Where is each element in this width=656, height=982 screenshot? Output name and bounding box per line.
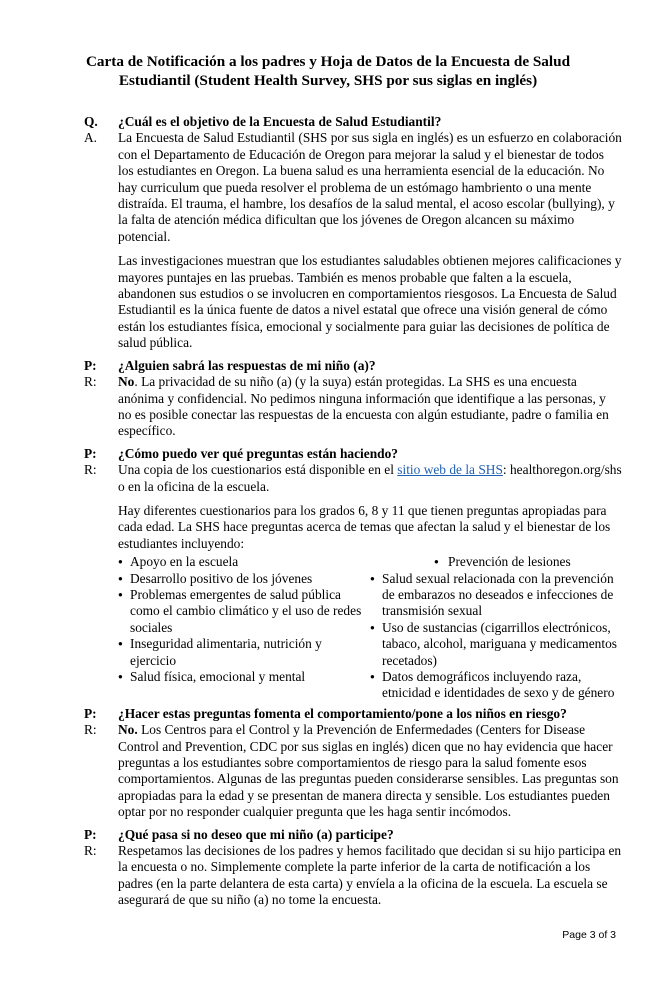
answer-lead: No. — [118, 722, 138, 738]
answer-text: Una copia de los cuestionarios está disponible en el — [118, 462, 398, 478]
answer-row — [84, 722, 622, 820]
list-item: ● Uso de sustancias (cigarrillos electrónicos, tabaco, alcohol, mariguana y medicamentos recetados) — [370, 620, 622, 669]
answer-paragraph: La Encuesta de Salud Estudiantil (SHS por sus sigla en inglés) es un esfuerzo en colaboración con el Departamento de Educación de Oregon para mejorar la salud y el bienestar de todos los estudiantes en Oregon. La buena salud es una herramienta esencial de la educación. No hay curriculum que pueda resolver el problema de un estómago hambriento o una mente distraída. El trauma, el hambre, los desafíos de la salud mental, el acoso escolar (bullying), y la falta de atención médica dificultan que los jóvenes de Oregon alcancen su máximo potencial. — [118, 130, 622, 244]
list-item: ● Prevención de lesiones — [370, 554, 622, 570]
question-text: ¿Cómo puedo ver qué preguntas están haciendo? — [118, 445, 398, 461]
answer-text: : healthoregon.org/shs o en la oficina de la escuela. — [118, 462, 622, 494]
a-label: R: — [84, 462, 97, 478]
question-row — [84, 358, 622, 374]
answer-row — [84, 130, 622, 351]
question-row — [84, 446, 622, 462]
list-item: ● Datos demográficos incluyendo raza, etnicidad e identidades de sexo y de género — [370, 669, 622, 702]
topics-left — [118, 554, 370, 702]
answer-row — [84, 462, 622, 706]
question-row — [84, 827, 622, 843]
topics-right — [370, 554, 622, 702]
answer-text: Los Centros para el Control y la Prevención de Enfermedades (Centers for Disease Control and Prevention, CDC por sus siglas en inglés) dicen que no hay evidencia que hacer preguntas a los estudiantes sobre comportamientos de riesgo para la salud fomente esos comportamientos. Algunas de las preguntas pueden considerarse sensibles. Las preguntas son apropiadas para la edad y se presentan de manera directa y sensible. Los estudiantes pueden optar por no responder cualquier pregunta que les haga sentir incómodos. — [118, 722, 619, 820]
a-label: A. — [84, 130, 98, 146]
page-number: Page 3 of 3 — [562, 928, 616, 941]
q-label: P: — [84, 826, 97, 842]
answer-paragraph: Hay diferentes cuestionarios para los grados 6, 8 y 11 que tienen preguntas apropiadas para cada edad. La SHS hace preguntas acerca de temas que afectan la salud y el bienestar de los estudiantes incluyendo: — [118, 502, 611, 551]
a-label: R: — [84, 843, 97, 859]
topics-list — [118, 554, 622, 702]
answer-text: . La privacidad de su niño (a) (y la suya) están protegidas. La SHS es una encuesta anónima y confidencial. No pedimos ninguna información que identifique a las personas, y no es posible conectar las respuestas de la encuesta con algún estudiante, padre o familia en específico. — [118, 374, 609, 439]
q-label: P: — [84, 445, 97, 461]
list-item: ● Apoyo en la escuela — [118, 554, 370, 570]
q-label: P: — [84, 357, 97, 373]
list-item: ● Problemas emergentes de salud pública como el cambio climático y el uso de redes sociales — [118, 587, 370, 636]
answer-lead: No — [118, 374, 135, 390]
list-item: ● Inseguridad alimentaria, nutrición y ejercicio — [118, 636, 370, 669]
question-text: ¿Qué pasa si no deseo que mi niño (a) participe? — [118, 826, 394, 842]
q-label: P: — [84, 705, 97, 721]
faq-content — [84, 114, 622, 909]
question-text: ¿Alguien sabrá las respuestas de mi niño (a)? — [118, 357, 376, 373]
q-label: Q. — [84, 114, 98, 129]
answer-paragraph: Las investigaciones muestran que los estudiantes saludables obtienen mejores calificaciones y mayores puntajes en las pruebas. También es menos probable que falten a la escuela, abandonen sus estudios o se involucren en comportamientos riesgosos. La Encuesta de Salud Estudiantil es la única fuente de datos a nivel estatal que ofrece una visión general de cómo están los estudiantes física, emocional y socialmente para guiar las decisiones de política de salud pública. — [118, 253, 622, 351]
answer-text: Respetamos las decisiones de los padres y hemos facilitado que decidan si su hijo participa en la encuesta o no. Simplemente complete la parte inferior de la carta de notificación a los padres (en la parte delantera de esta carta) y envíela a la oficina de la escuela. La escuela se asegurará de que su niño (a) no tome la encuesta. — [118, 843, 622, 908]
answer-row — [84, 374, 622, 440]
question-text: ¿Cuál es el objetivo de la Encuesta de Salud Estudiantil? — [118, 114, 442, 129]
a-label: R: — [84, 722, 97, 738]
shs-website-link[interactable]: sitio web de la SHS — [397, 462, 503, 478]
question-text: ¿Hacer estas preguntas fomenta el comportamiento/pone a los niños en riesgo? — [118, 705, 567, 721]
question-row — [84, 706, 622, 722]
list-item: ● Salud física, emocional y mental — [118, 669, 370, 685]
answer-row — [84, 843, 622, 909]
a-label: R: — [84, 374, 97, 390]
list-item: ● Desarrollo positivo de los jóvenes — [118, 571, 370, 587]
list-item: ● Salud sexual relacionada con la prevención de embarazos no deseados e infecciones de transmisión sexual — [370, 571, 622, 620]
question-row — [84, 114, 622, 130]
page-title: Carta de Notificación a los padres y Hoja de Datos de la Encuesta de Salud Estudiantil (Student Health Survey, SHS por sus siglas en inglés) — [85, 53, 571, 89]
